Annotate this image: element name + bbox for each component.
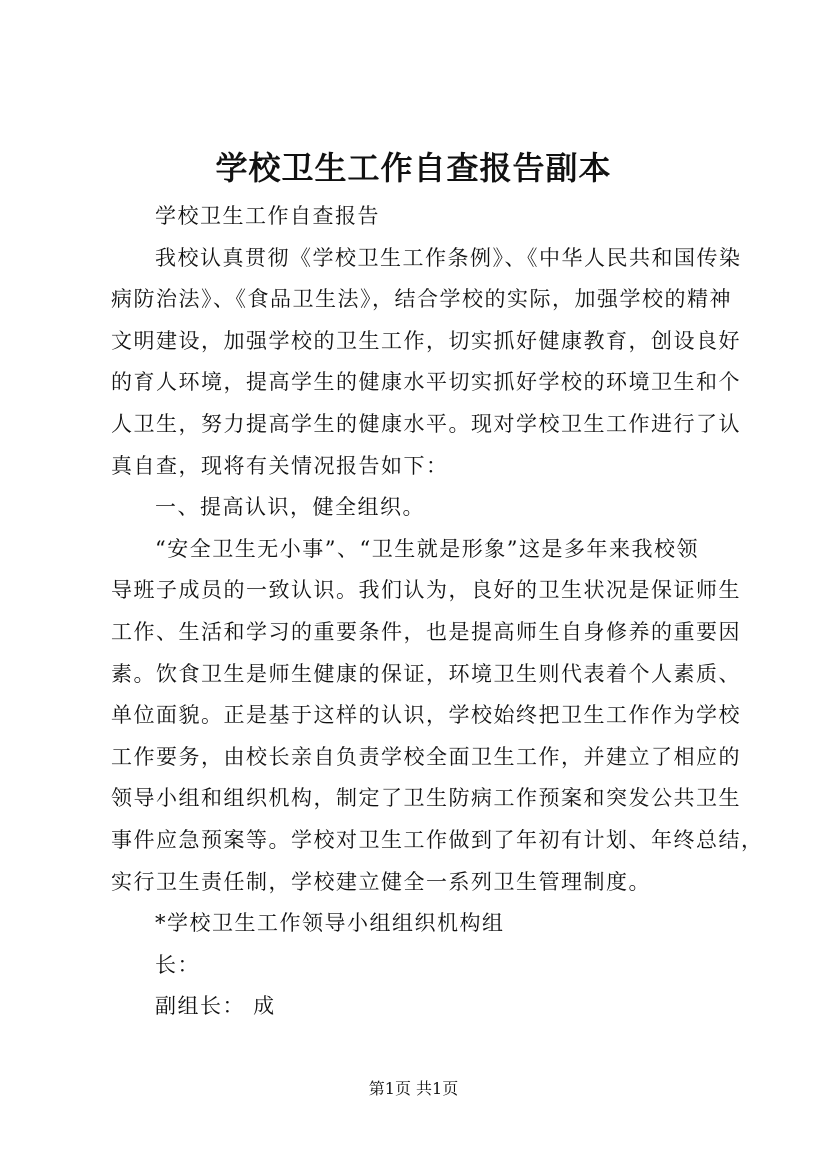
body-line: 我校认真贯彻《学校卫生工作条例》、《中华人民共和国传染 xyxy=(155,245,742,270)
body-line: 真自查，现将有关情况报告如下： xyxy=(111,453,449,478)
body-line: 素。饮食卫生是师生健康的保证，环境卫生则代表着个人素质、 xyxy=(111,661,741,686)
document-subtitle: 学校卫生工作自查报告 xyxy=(155,204,380,228)
body-line: “安全卫生无小事”、“卫生就是形象”这是多年来我校领 xyxy=(155,536,699,561)
body-line: 一、提高认识，健全组织。 xyxy=(155,495,425,520)
body-lines xyxy=(111,238,764,1028)
body-line: 文明建设，加强学校的卫生工作，切实抓好健康教育，创设良好 xyxy=(111,328,741,353)
body-line: 单位面貌。正是基于这样的认识，学校始终把卫生工作作为学校 xyxy=(111,703,741,728)
body-line: 工作、生活和学习的重要条件，也是提高师生自身修养的重要因 xyxy=(111,619,741,644)
body-line: *学校卫生工作领导小组组织机构组 xyxy=(155,911,505,936)
body-line: 人卫生，努力提高学生的健康水平。现对学校卫生工作进行了认 xyxy=(111,411,741,436)
body-line: 事件应急预案等。学校对卫生工作做到了年初有计划、年终总结， xyxy=(111,827,764,852)
document-title: 学校卫生工作自查报告副本 xyxy=(215,149,612,187)
body-line: 导班子成员的一致认识。我们认为，良好的卫生状况是保证师生 xyxy=(111,578,741,603)
body-line: 领导小组和组织机构，制定了卫生防病工作预案和突发公共卫生 xyxy=(111,786,741,811)
body-line: 的育人环境，提高学生的健康水平切实抓好学校的环境卫生和个 xyxy=(111,370,741,395)
document-body xyxy=(111,196,764,1028)
page-footer: 第1页 共1页 xyxy=(368,1079,459,1098)
body-line: 长： xyxy=(155,952,200,977)
body-line: 实行卫生责任制，学校建立健全一系列卫生管理制度。 xyxy=(111,869,651,894)
body-line: 副组长： 成 xyxy=(155,994,276,1019)
body-line: 病防治法》、《食品卫生法》，结合学校的实际，加强学校的精神 xyxy=(111,287,732,312)
body-line: 工作要务，由校长亲自负责学校全面卫生工作，并建立了相应的 xyxy=(111,744,741,769)
